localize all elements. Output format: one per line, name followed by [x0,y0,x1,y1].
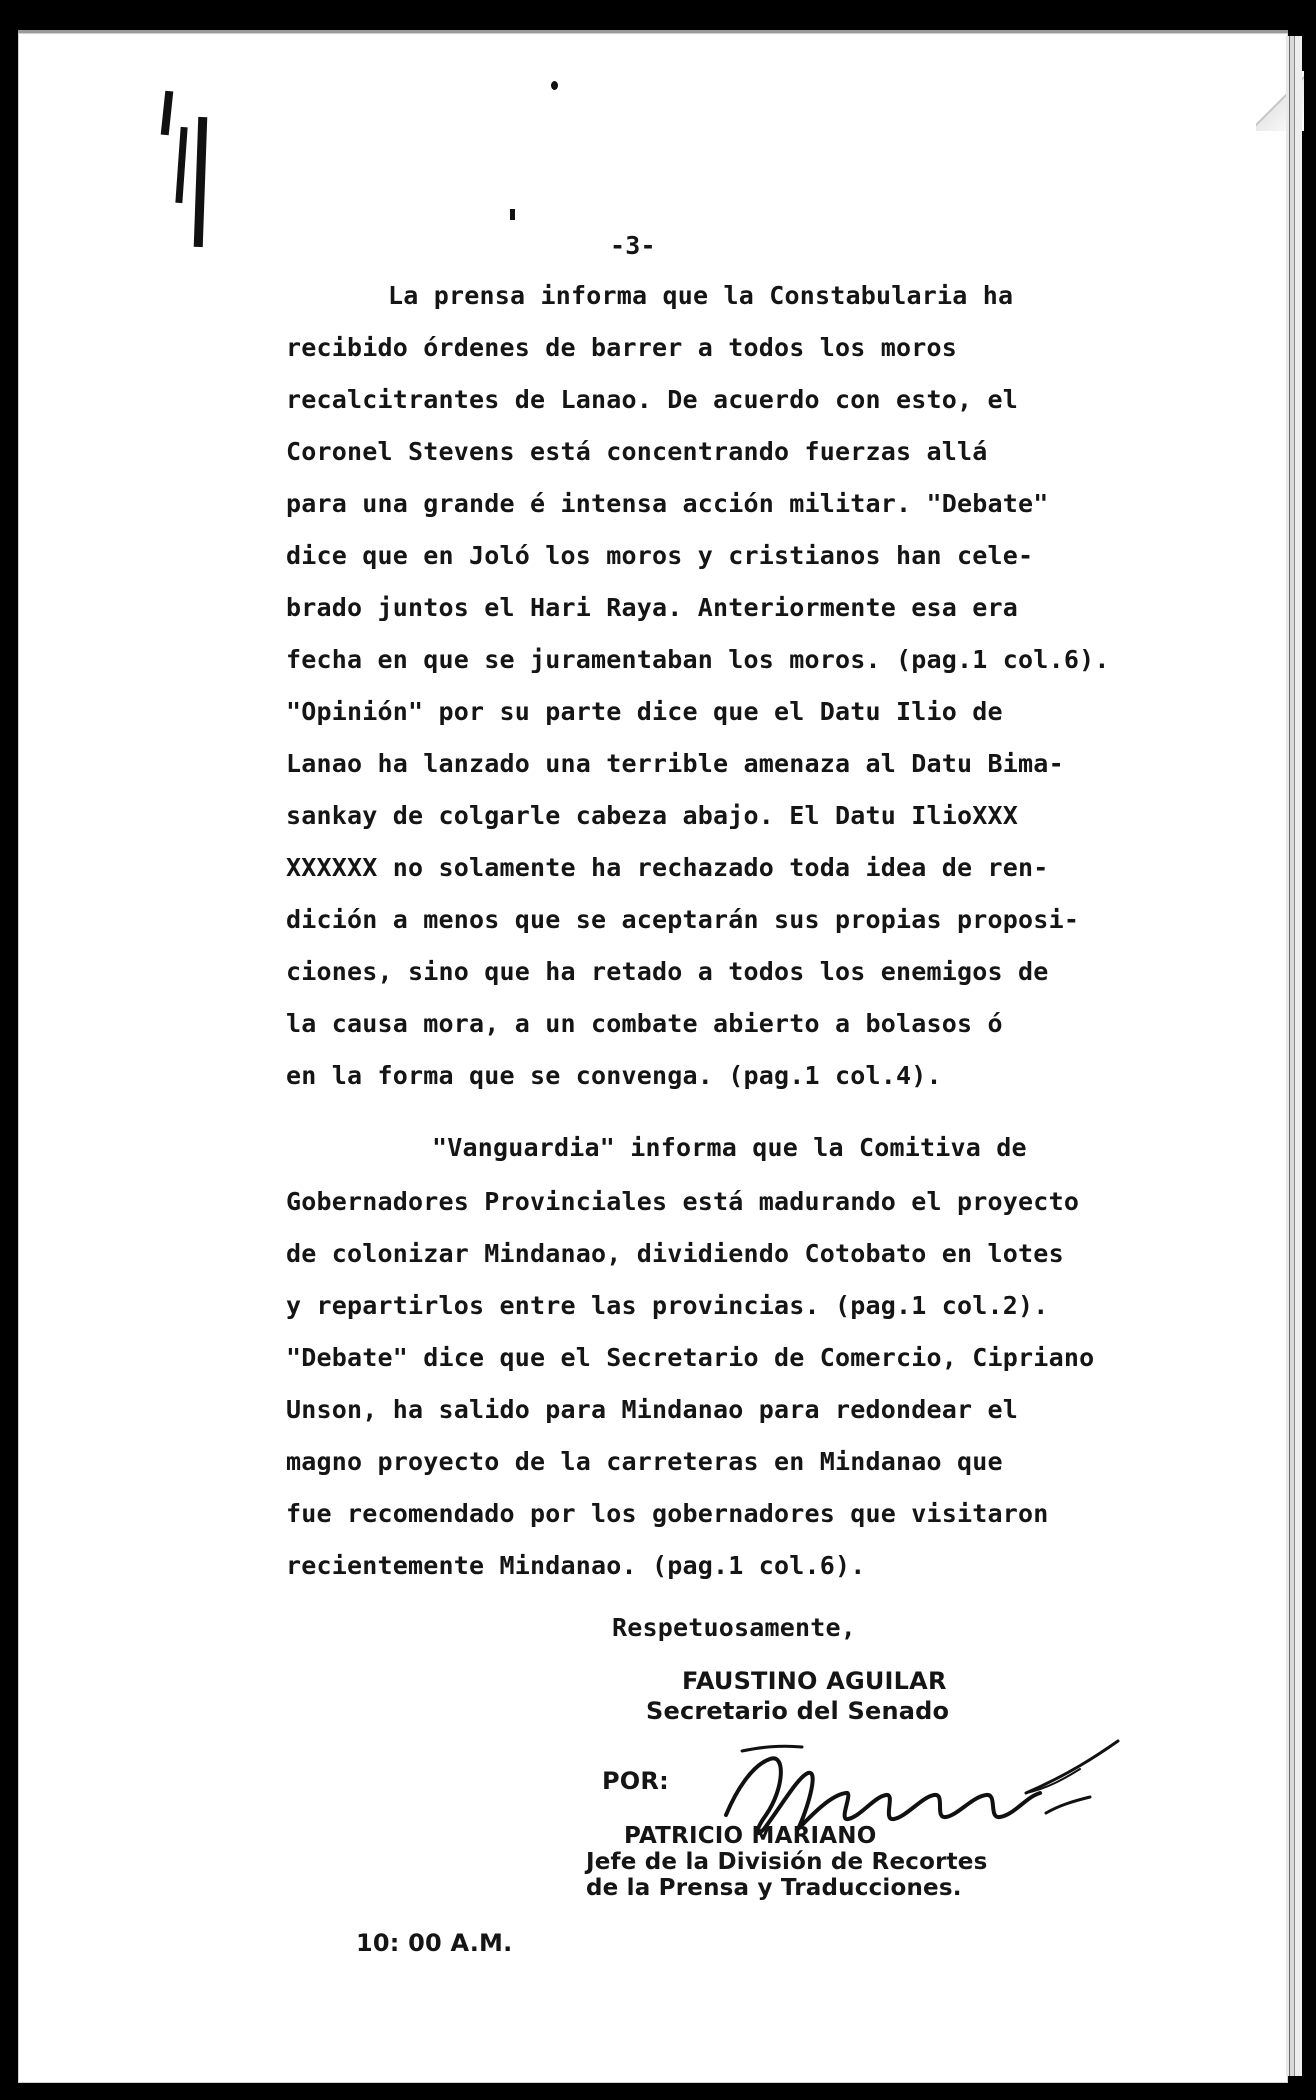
paragraph-line: XXXXXX no solamente ha rechazado toda idea de ren- [286,853,1049,882]
paragraph-line: Lanao ha lanzado una terrible amenaza al Datu Bima- [286,749,1064,778]
signatory-name: FAUSTINO AGUILAR [682,1667,947,1695]
chief-title-line-1: Jefe de la División de Recortes [586,1849,988,1875]
paragraph-line: Unson, ha salido para Mindanao para redondear el [286,1395,1019,1424]
paragraph-line: de colonizar Mindanao, dividiendo Cotobato en lotes [286,1239,1064,1268]
paragraph-line: en la forma que se convenga. (pag.1 col.4). [286,1061,942,1090]
paragraph-line: Gobernadores Provinciales está madurando el proyecto [286,1187,1080,1216]
closing-salutation: Respetuosamente, [612,1613,857,1642]
paragraph-line: la causa mora, a un combate abierto a bolasos ó [286,1009,1003,1038]
paragraph-line: recibido órdenes de barrer a todos los moros [286,333,958,362]
paragraph-line: ciones, sino que ha retado a todos los enemigos de [286,957,1049,986]
document-page [18,30,1288,2083]
page-edge-strip [1286,36,1302,2076]
paragraph-line: recientemente Mindanao. (pag.1 col.6). [286,1551,866,1580]
paragraph-line: dice que en Joló los moros y cristianos han cele- [286,541,1034,570]
chief-title-line-2: de la Prensa y Traducciones. [586,1875,962,1901]
signatory-title: Secretario del Senado [646,1697,950,1725]
paragraph-line: brado juntos el Hari Raya. Anteriormente esa era [286,593,1019,622]
timestamp: 10: 00 A.M. [356,1929,513,1957]
paragraph-line: fue recomendado por los gobernadores que visitaron [286,1499,1049,1528]
paragraph-line: para una grande é intensa acción militar. "Debate" [286,489,1049,518]
paragraph-line: y repartirlos entre las provincias. (pag.1 col.2). [286,1291,1049,1320]
paragraph-line: La prensa informa que la Constabularia ha [388,281,1014,310]
paragraph-line: sankay de colgarle cabeza abajo. El Datu IlioXXX [286,801,1019,830]
paragraph-line: "Opinión" por su parte dice que el Datu Ilio de [286,697,1003,726]
paragraph-line: recalcitrantes de Lanao. De acuerdo con esto, el [286,385,1019,414]
paragraph-line: "Debate" dice que el Secretario de Comercio, Cipriano [286,1343,1095,1372]
page-number: -3- [610,231,656,260]
paragraph-line: "Vanguardia" informa que la Comitiva de [432,1133,1027,1162]
chief-name: PATRICIO MARIANO [624,1823,877,1849]
paragraph-line: fecha en que se juramentaban los moros. (pag.1 col.6). [286,645,1110,674]
paragraph-line: dición a menos que se aceptarán sus propias proposi- [286,905,1080,934]
document-content [18,33,1288,2083]
paragraph-line: magno proyecto de la carreteras en Mindanao que [286,1447,1003,1476]
paragraph-line: Coronel Stevens está concentrando fuerzas allá [286,437,988,466]
por-label: POR: [602,1767,669,1795]
